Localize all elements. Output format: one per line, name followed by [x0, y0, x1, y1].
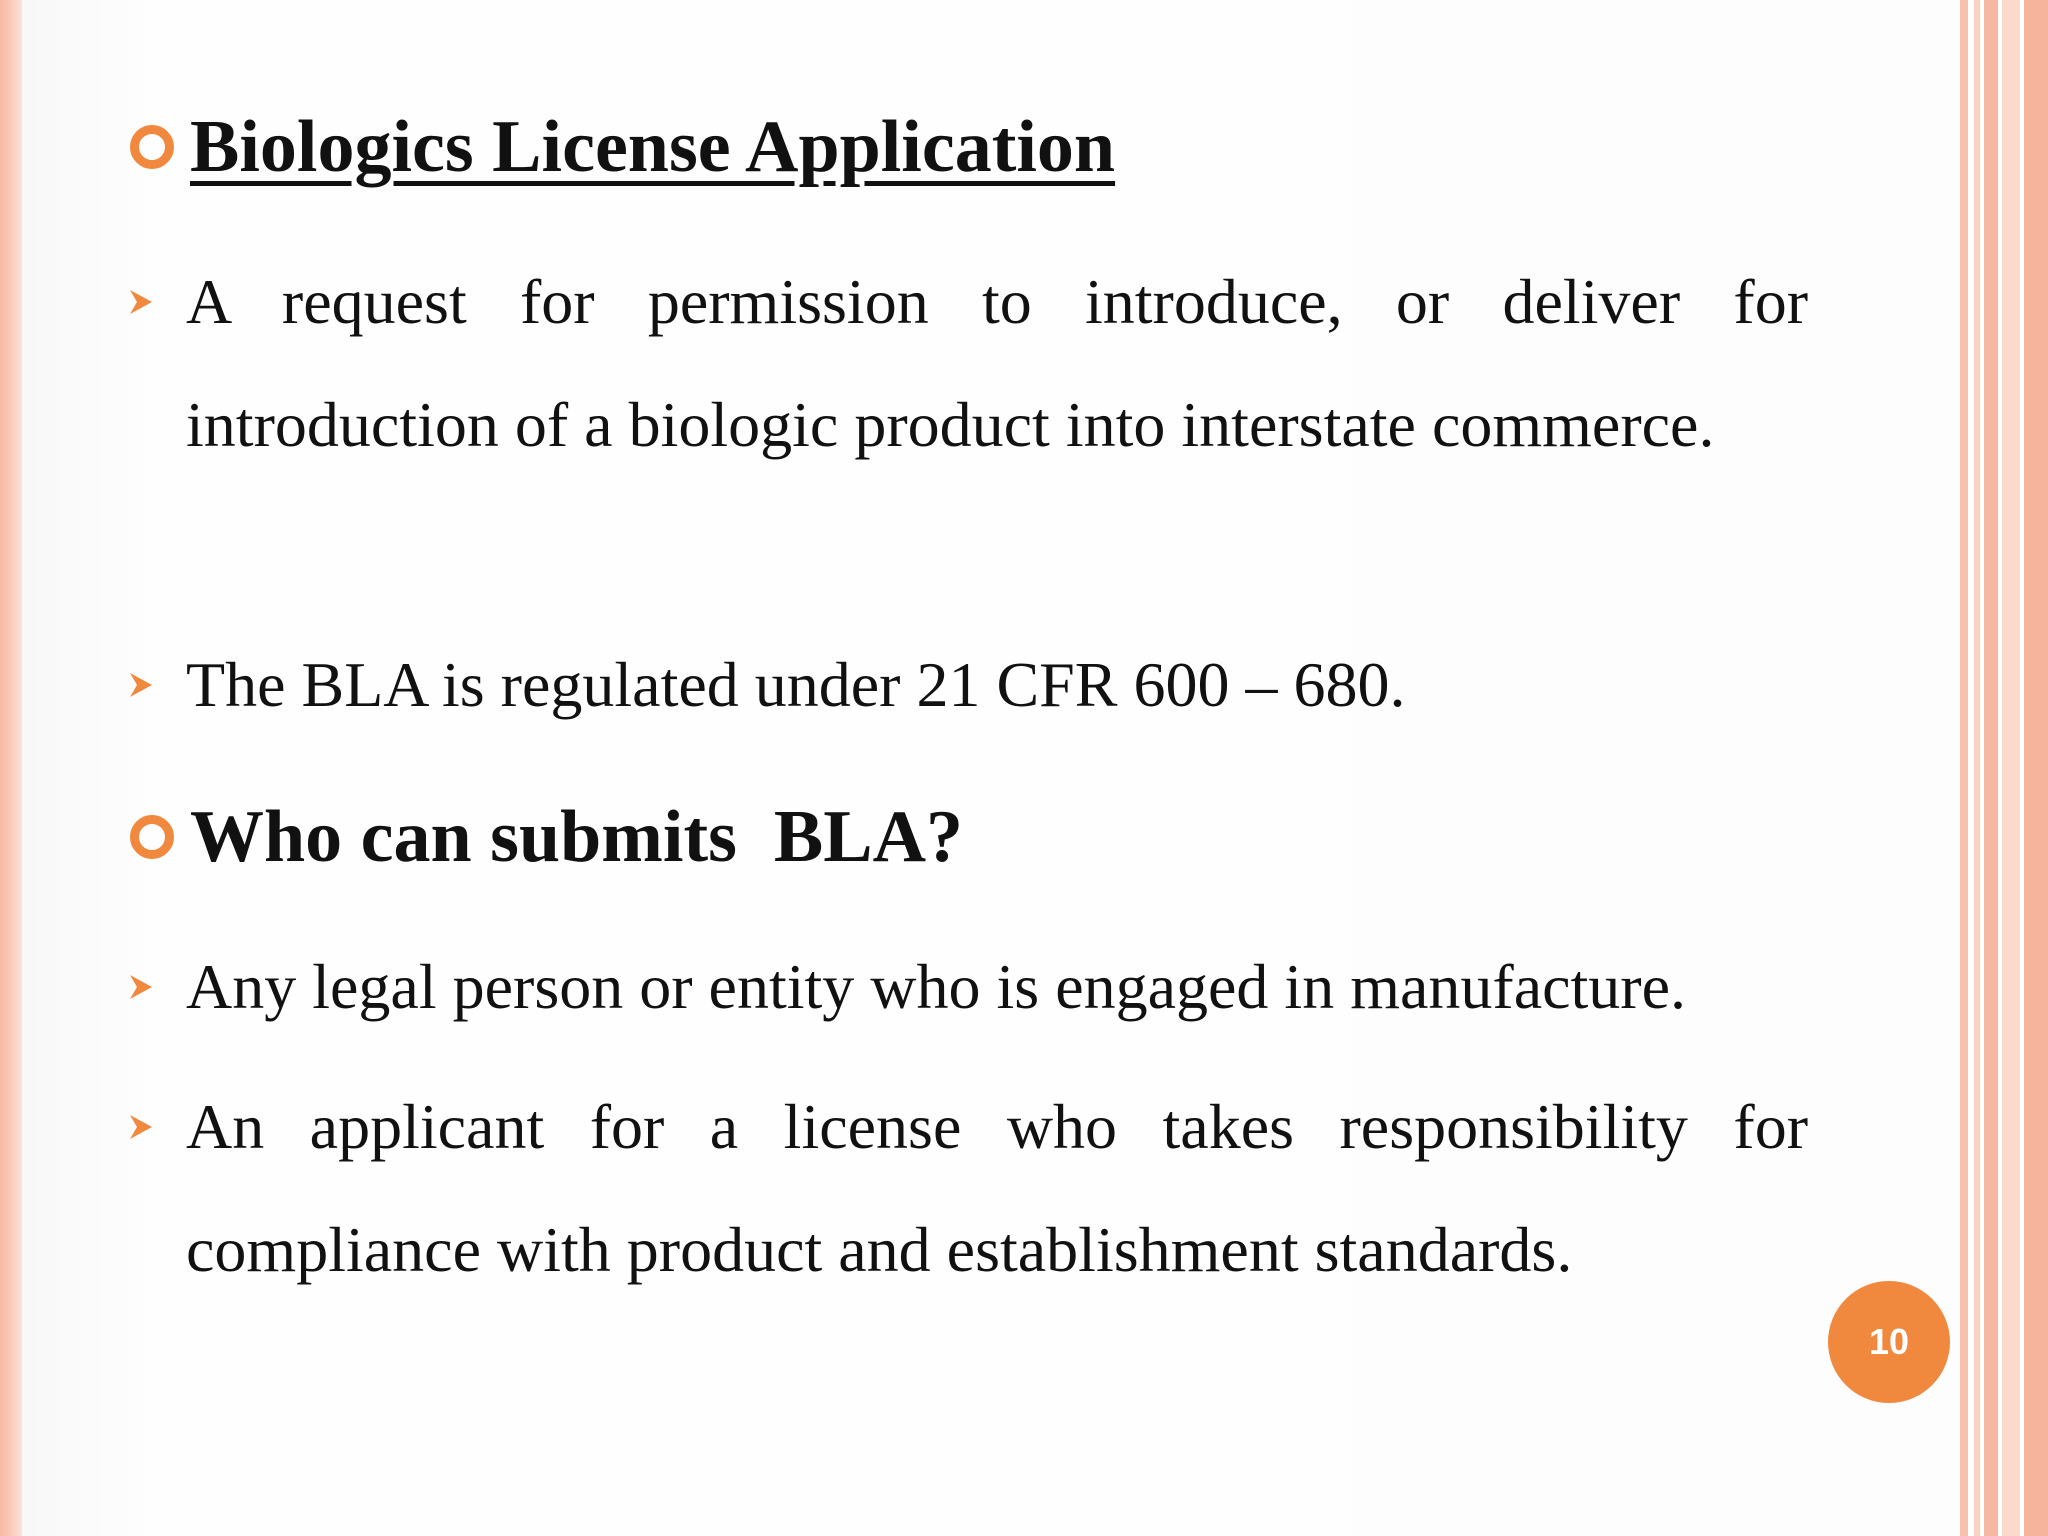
section-heading-who: [130, 796, 964, 878]
right-border-line: [1960, 0, 1968, 1536]
arrow-bullet-icon: [128, 925, 158, 1048]
section-heading-bla: [130, 106, 1116, 188]
section-title: Biologics License Application: [190, 106, 1116, 188]
section-title: Who can submits BLA?: [190, 796, 964, 878]
list-item-text: A request for permission to introduce, or deliver for introduction of a biologic product into interstate commerce.: [186, 266, 1808, 460]
right-border-line: [1984, 0, 1998, 1536]
right-border-line: [2002, 0, 2020, 1536]
list-item: [128, 240, 1808, 486]
arrow-bullet-icon: [128, 1065, 158, 1188]
page-number-badge: 10: [1828, 1281, 1950, 1403]
ring-bullet-icon: [130, 125, 174, 169]
right-border-line: [2024, 0, 2048, 1536]
list-item-text: An applicant for a license who takes responsibility for compliance with product and establishment standards.: [186, 1091, 1808, 1285]
left-border-stripe: [0, 0, 22, 1536]
arrow-bullet-icon: [128, 240, 158, 363]
list-item: [128, 1065, 1808, 1311]
arrow-bullet-icon: [128, 623, 158, 746]
list-item-text: Any legal person or entity who is engaged in manufacture.: [186, 951, 1686, 1022]
list-item-text: The BLA is regulated under 21 CFR 600 – 680.: [186, 649, 1406, 720]
ring-bullet-icon: [130, 815, 174, 859]
right-border-line: [1974, 0, 1980, 1536]
list-item: [128, 925, 1808, 1048]
list-item: [128, 623, 1808, 746]
